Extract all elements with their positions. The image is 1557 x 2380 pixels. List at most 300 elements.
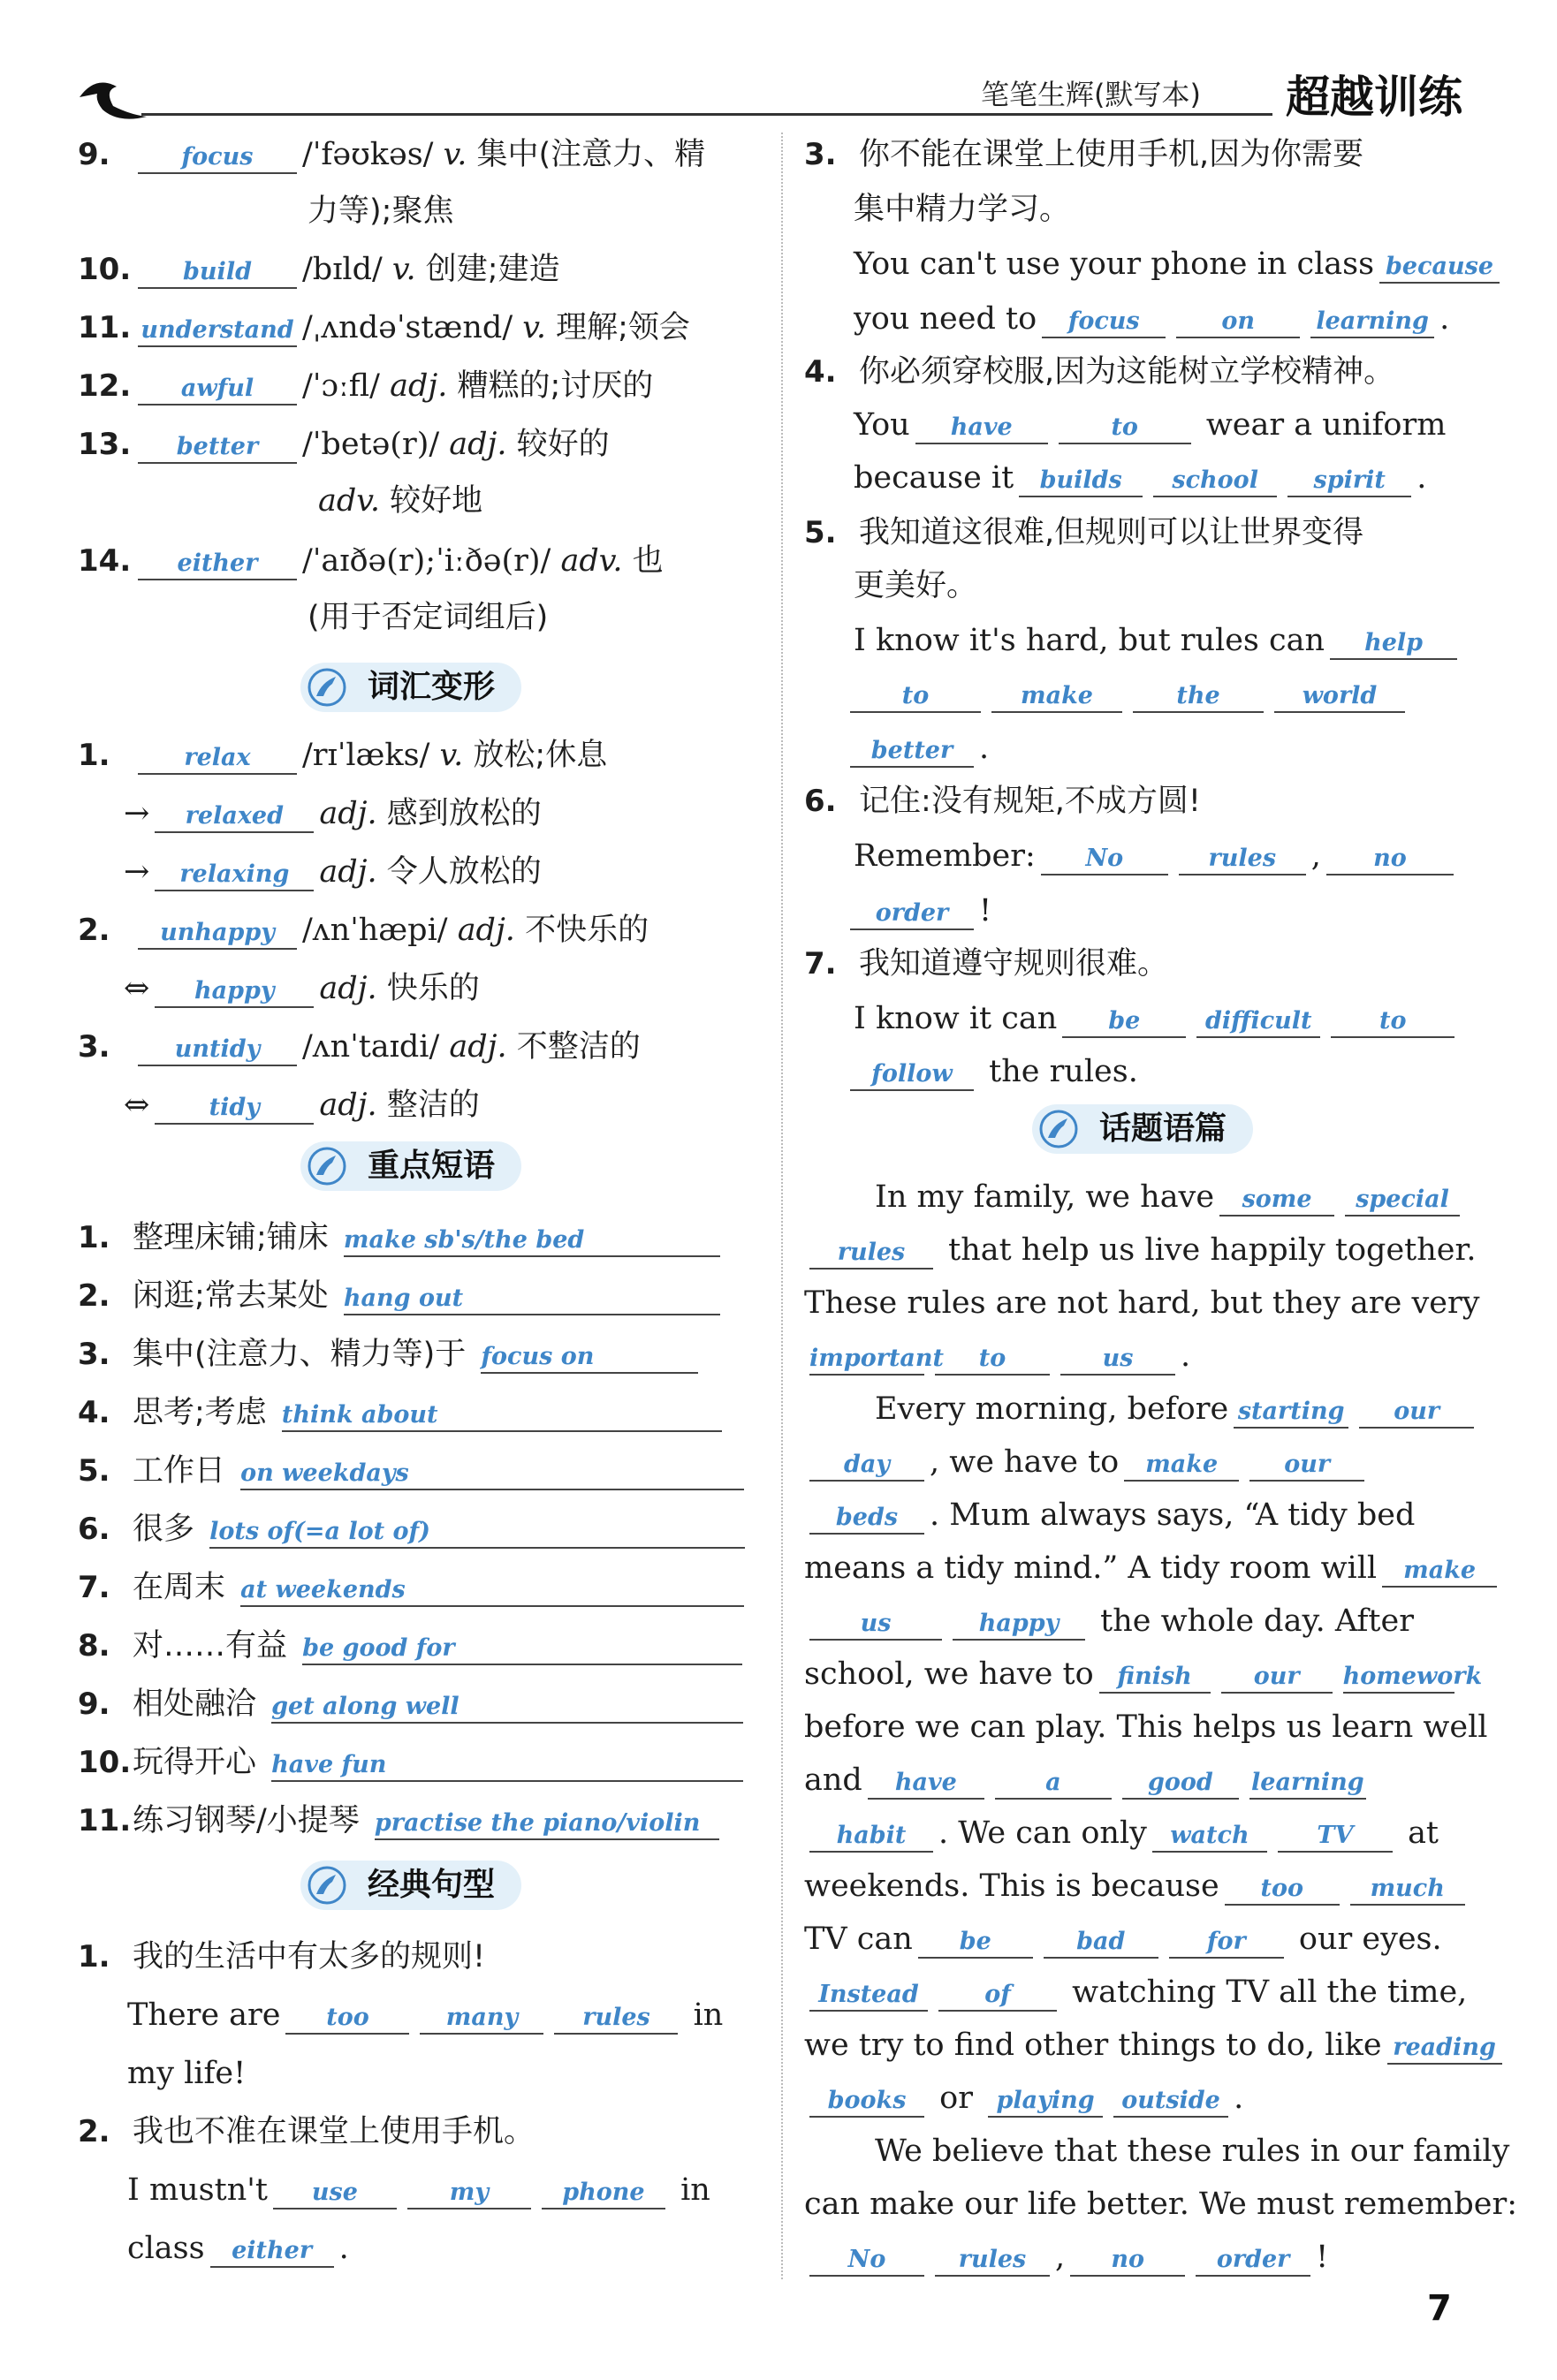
item-number: 14. xyxy=(78,543,132,579)
answer-blank[interactable] xyxy=(809,1603,942,1641)
text-run: 整洁的 xyxy=(386,1088,480,1123)
answer-blank[interactable] xyxy=(1249,1762,1366,1800)
answer-blank[interactable] xyxy=(1044,1921,1158,1959)
item-number: 1. xyxy=(78,738,110,773)
answer-blank[interactable] xyxy=(1099,1656,1211,1694)
text-line xyxy=(308,595,548,640)
answer-blank[interactable] xyxy=(240,1570,744,1607)
item-number: 7. xyxy=(78,1570,110,1605)
answer-blank[interactable] xyxy=(868,1762,984,1800)
text-run: I know it's hard, but rules can xyxy=(854,623,1325,658)
text-run: 快乐的 xyxy=(386,971,480,1006)
text-run: ! xyxy=(979,893,992,929)
text-run: 我也不准在课堂上使用手机。 xyxy=(133,2114,535,2149)
text-run: ⇔ xyxy=(124,1088,150,1123)
text-line xyxy=(124,966,480,1011)
answer-blank[interactable] xyxy=(1274,676,1405,713)
answer-blank[interactable] xyxy=(155,854,314,891)
text-run: 对……有益 xyxy=(133,1628,298,1664)
section-title-text: 经典句型 xyxy=(368,1867,496,1903)
answer-blank[interactable] xyxy=(1122,1762,1239,1800)
text-run: v. xyxy=(391,252,426,287)
answer-blank[interactable] xyxy=(138,543,297,580)
answer-text: phone xyxy=(562,2179,645,2206)
answer-text: us xyxy=(860,1610,892,1637)
answer-blank[interactable] xyxy=(1326,838,1454,875)
column-divider xyxy=(781,133,783,2279)
text-run: /ˌʌndəˈstænd/ xyxy=(302,310,523,345)
text-run: → xyxy=(124,796,150,831)
answer-blank[interactable] xyxy=(1124,1444,1239,1482)
text-line xyxy=(124,850,542,894)
answer-text: good xyxy=(1147,1769,1213,1796)
answer-text: bad xyxy=(1076,1928,1126,1955)
text-line xyxy=(78,1565,749,1610)
section-title xyxy=(300,1861,521,1910)
text-run: , xyxy=(1055,2240,1066,2275)
text-run: . xyxy=(338,2231,349,2266)
answer-text: better xyxy=(870,737,953,764)
text-line xyxy=(854,297,1449,341)
text-line xyxy=(78,1274,725,1318)
text-line xyxy=(804,942,1168,986)
answer-blank[interactable] xyxy=(809,1974,928,2012)
answer-text: at weekends xyxy=(240,1576,406,1603)
text-run: 集中(注意力、精 xyxy=(476,137,706,172)
answer-text: of xyxy=(984,1981,1011,2008)
answer-text: Instead xyxy=(818,1981,919,2008)
answer-text: either xyxy=(232,2237,313,2264)
answer-blank[interactable] xyxy=(1176,301,1300,338)
item-number: 13. xyxy=(78,427,132,462)
answer-blank[interactable] xyxy=(1153,460,1277,497)
text-run: I know it can xyxy=(854,1001,1058,1036)
text-run: adj. xyxy=(319,796,387,831)
answer-blank[interactable] xyxy=(344,1220,720,1257)
answer-blank[interactable] xyxy=(481,1337,698,1374)
answer-blank[interactable] xyxy=(809,1815,933,1853)
answer-blank[interactable] xyxy=(1382,1550,1497,1588)
answer-blank[interactable] xyxy=(915,407,1048,444)
answer-text: starting xyxy=(1237,1398,1345,1425)
text-run: v. xyxy=(522,310,557,345)
answer-blank[interactable] xyxy=(285,1997,409,2035)
answer-text: think about xyxy=(281,1401,438,1429)
answer-text: focus xyxy=(1067,307,1140,335)
answer-text: spirit xyxy=(1313,466,1386,494)
answer-blank[interactable] xyxy=(209,1512,745,1549)
answer-blank[interactable] xyxy=(1350,1868,1465,1906)
item-number: 6. xyxy=(804,784,837,819)
answer-blank[interactable] xyxy=(1060,1338,1175,1376)
answer-text: have xyxy=(894,1769,957,1796)
answer-blank[interactable] xyxy=(1331,1001,1454,1038)
answer-blank[interactable] xyxy=(155,1088,314,1125)
text-run: . xyxy=(1181,1338,1191,1374)
text-run: 放松;休息 xyxy=(473,738,608,773)
text-run: 记住:没有规矩,不成方圆! xyxy=(859,784,1201,819)
answer-blank[interactable] xyxy=(138,252,297,289)
text-run: 你必须穿校服,因为这能树立学校精神。 xyxy=(859,354,1395,390)
text-line xyxy=(127,2051,246,2096)
text-run: 力等);聚焦 xyxy=(308,193,454,229)
text-run: means a tidy mind.” A tidy room will xyxy=(804,1550,1378,1586)
answer-text: hang out xyxy=(343,1285,464,1312)
answer-blank[interactable] xyxy=(1070,2240,1185,2277)
answer-blank[interactable] xyxy=(273,2172,397,2209)
answer-blank[interactable] xyxy=(953,1603,1085,1641)
text-line xyxy=(78,133,705,177)
text-run: v. xyxy=(439,738,474,773)
text-run: In my family, we have xyxy=(875,1179,1215,1215)
text-run: before we can play. This helps us learn well xyxy=(804,1709,1488,1745)
text-run: 不快乐的 xyxy=(525,913,649,948)
answer-text: our xyxy=(1253,1663,1300,1690)
answer-blank[interactable] xyxy=(995,1762,1112,1800)
text-run: 糟糕的;讨厌的 xyxy=(457,368,654,404)
answer-blank[interactable] xyxy=(1345,1179,1460,1217)
answer-blank[interactable] xyxy=(1221,1656,1333,1694)
text-run: , we have to xyxy=(930,1444,1120,1480)
answer-text: unhappy xyxy=(160,919,275,946)
text-run: adv. xyxy=(560,543,633,579)
item-number: 6. xyxy=(78,1512,110,1547)
answer-text: happy xyxy=(978,1610,1060,1637)
answer-text: much xyxy=(1370,1875,1445,1902)
text-line xyxy=(78,1332,703,1376)
answer-text: rules xyxy=(837,1239,906,1266)
text-run: class xyxy=(127,2231,205,2266)
text-line xyxy=(78,2110,535,2154)
answer-text: rules xyxy=(1208,845,1277,872)
header-subtitle: 笔笔生辉(默写本) xyxy=(981,78,1201,111)
answer-blank[interactable] xyxy=(344,1278,720,1315)
text-line xyxy=(804,511,1363,555)
answer-blank[interactable] xyxy=(375,1803,719,1840)
text-run: 更美好。 xyxy=(854,568,978,603)
answer-blank[interactable] xyxy=(1196,2240,1310,2277)
answer-text: focus xyxy=(181,143,254,171)
text-run: 创建;建造 xyxy=(425,252,560,287)
text-line xyxy=(875,2129,1509,2173)
answer-blank[interactable] xyxy=(1179,838,1306,875)
text-run: v. xyxy=(443,137,477,172)
text-run: , xyxy=(1310,838,1321,874)
text-line xyxy=(78,1507,750,1551)
text-run: because it xyxy=(854,460,1014,496)
text-run: /ˈɔːfl/ xyxy=(302,368,391,404)
answer-text: order xyxy=(875,899,949,927)
answer-blank[interactable] xyxy=(138,913,297,950)
text-line xyxy=(854,403,1446,447)
text-run: our eyes. xyxy=(1288,1921,1442,1957)
answer-blank[interactable] xyxy=(1330,623,1457,660)
answer-text: TV xyxy=(1317,1822,1354,1849)
answer-text: have fun xyxy=(271,1751,387,1778)
answer-blank[interactable] xyxy=(138,368,297,406)
answer-blank[interactable] xyxy=(138,427,297,464)
text-line xyxy=(804,1281,1479,1325)
text-run: the whole day. After xyxy=(1090,1603,1414,1639)
text-line xyxy=(854,618,1462,663)
text-run: 令人放松的 xyxy=(386,854,542,890)
answer-text: learning xyxy=(1251,1769,1364,1796)
answer-text: be xyxy=(1108,1007,1141,1035)
text-run: adj. xyxy=(449,1029,517,1065)
answer-text: happy xyxy=(194,977,275,1004)
answer-text: help xyxy=(1364,629,1424,656)
answer-text: better xyxy=(176,433,259,460)
answer-text: be good for xyxy=(302,1634,455,1662)
answer-text: for xyxy=(1206,1928,1246,1955)
answer-blank[interactable] xyxy=(1133,676,1264,713)
text-line xyxy=(804,1705,1487,1749)
item-number: 3. xyxy=(78,1337,110,1372)
answer-blank[interactable] xyxy=(850,731,974,768)
text-run: that help us live happily together. xyxy=(938,1232,1477,1268)
header-rule xyxy=(141,113,1272,116)
answer-blank[interactable] xyxy=(850,1054,974,1091)
answer-text: lots of(=a lot of) xyxy=(209,1518,430,1545)
text-run: weekends. This is because xyxy=(804,1868,1219,1904)
section-title-text: 话题语篇 xyxy=(1099,1110,1227,1147)
answer-text: focus on xyxy=(481,1343,595,1370)
item-number: 11. xyxy=(78,1803,132,1838)
answer-blank[interactable] xyxy=(809,2081,924,2118)
text-run: adj. xyxy=(319,854,387,890)
answer-blank[interactable] xyxy=(1249,1444,1364,1482)
answer-blank[interactable] xyxy=(155,796,314,833)
answer-blank[interactable] xyxy=(271,1745,743,1782)
text-run: 我知道遵守规则很难。 xyxy=(859,946,1169,982)
text-run: 集中(注意力、精力等)于 xyxy=(133,1337,476,1372)
text-run: school, we have to xyxy=(804,1656,1094,1692)
text-line xyxy=(804,779,1201,823)
answer-text: some xyxy=(1242,1186,1312,1213)
answer-blank[interactable] xyxy=(1196,1001,1320,1038)
answer-blank[interactable] xyxy=(918,1921,1033,1959)
answer-blank[interactable] xyxy=(271,1686,743,1724)
item-number: 2. xyxy=(78,2114,110,2149)
answer-text: finish xyxy=(1117,1663,1192,1690)
text-line xyxy=(78,1799,725,1843)
answer-blank[interactable] xyxy=(1113,2081,1228,2118)
answer-blank[interactable] xyxy=(809,2240,924,2277)
text-run: watching TV all the time, xyxy=(1062,1974,1468,2010)
text-run: can make our life better. We must remember: xyxy=(804,2187,1517,2222)
answer-text: homework xyxy=(1342,1663,1483,1690)
answer-text: on weekdays xyxy=(240,1459,409,1487)
answer-blank[interactable] xyxy=(1342,1656,1483,1694)
answer-blank[interactable] xyxy=(1359,1391,1474,1429)
answer-blank[interactable] xyxy=(302,1628,742,1665)
page-header xyxy=(0,0,1557,141)
answer-text: books xyxy=(827,2087,907,2114)
text-run: . Mum always says, “A tidy bed xyxy=(930,1497,1416,1533)
text-run: 相处融洽 xyxy=(133,1686,267,1722)
text-run: 理解;领会 xyxy=(556,310,690,345)
arrow-badge-icon xyxy=(1037,1108,1080,1150)
answer-blank[interactable] xyxy=(1387,2028,1502,2065)
text-line xyxy=(804,1493,1415,1537)
answer-text: our xyxy=(1284,1451,1331,1478)
answer-blank[interactable] xyxy=(988,2081,1103,2118)
answer-text: important xyxy=(809,1345,945,1372)
text-run: You xyxy=(854,407,910,443)
item-number: 10. xyxy=(78,1745,132,1780)
answer-blank[interactable] xyxy=(935,1338,1050,1376)
answer-text: too xyxy=(326,2004,369,2031)
answer-blank[interactable] xyxy=(138,738,297,775)
answer-text: have xyxy=(950,413,1013,441)
answer-blank[interactable] xyxy=(1225,1868,1340,1906)
answer-blank[interactable] xyxy=(554,1997,678,2035)
answer-blank[interactable] xyxy=(1059,407,1191,444)
text-run: 工作日 xyxy=(133,1453,236,1489)
answer-blank[interactable] xyxy=(809,1444,924,1482)
text-run: /ˈaɪðə(r);ˈiːðə(r)/ xyxy=(302,543,561,579)
text-run: and xyxy=(804,1762,862,1798)
answer-blank[interactable] xyxy=(240,1453,744,1490)
text-line xyxy=(875,1175,1465,1219)
answer-text: understand xyxy=(141,316,294,344)
answer-blank[interactable] xyxy=(1234,1391,1348,1429)
answer-text: many xyxy=(445,2004,519,2031)
answer-text: because xyxy=(1386,253,1494,280)
answer-text: No xyxy=(1085,845,1124,872)
text-run: 闲逛;常去某处 xyxy=(133,1278,338,1314)
text-run: wear a uniform xyxy=(1196,407,1447,443)
answer-text: beds xyxy=(835,1504,899,1531)
answer-blank[interactable] xyxy=(407,2172,531,2209)
item-number: 10. xyxy=(78,252,132,287)
answer-blank[interactable] xyxy=(420,1997,543,2035)
text-line xyxy=(804,2182,1517,2226)
answer-blank[interactable] xyxy=(1219,1179,1334,1217)
text-run: 在周末 xyxy=(133,1570,236,1605)
page-number: 7 xyxy=(1427,2288,1452,2329)
text-run: /rɪˈlæks/ xyxy=(302,738,440,773)
answer-blank[interactable] xyxy=(991,676,1122,713)
answer-text: on xyxy=(1221,307,1255,335)
answer-text: follow xyxy=(871,1060,953,1088)
answer-blank[interactable] xyxy=(542,2172,665,2209)
text-run: . We can only xyxy=(938,1815,1147,1851)
item-number: 9. xyxy=(78,137,110,172)
text-line xyxy=(804,2076,1243,2120)
answer-text: no xyxy=(1373,845,1407,872)
answer-text: rules xyxy=(582,2004,650,2031)
text-line xyxy=(854,997,1460,1041)
answer-blank[interactable] xyxy=(1062,1001,1186,1038)
text-run: /ˈbetə(r)/ xyxy=(302,427,450,462)
answer-text: reading xyxy=(1393,2034,1496,2061)
answer-blank[interactable] xyxy=(1379,246,1500,284)
text-line xyxy=(804,1758,1371,1802)
text-run: We believe that these rules in our family xyxy=(875,2134,1510,2169)
text-line xyxy=(124,1083,480,1127)
answer-blank[interactable] xyxy=(1310,301,1434,338)
text-line xyxy=(78,1391,727,1435)
text-run: 集中精力学习。 xyxy=(854,192,1071,227)
answer-text: habit xyxy=(836,1822,907,1849)
answer-blank[interactable] xyxy=(155,971,314,1008)
item-number: 12. xyxy=(78,368,132,404)
text-run: /ˈfəʊkəs/ xyxy=(302,137,444,172)
answer-blank[interactable] xyxy=(850,676,981,713)
answer-text: untidy xyxy=(174,1035,261,1063)
text-line xyxy=(78,306,690,350)
answer-text: practise the piano/violin xyxy=(374,1809,701,1837)
answer-blank[interactable] xyxy=(938,1974,1057,2012)
text-line xyxy=(78,1025,641,1069)
text-run: adv. xyxy=(318,483,391,519)
answer-text: builds xyxy=(1039,466,1122,494)
answer-blank[interactable] xyxy=(809,1232,933,1270)
answer-blank[interactable] xyxy=(1042,301,1166,338)
item-number: 9. xyxy=(78,1686,110,1722)
text-line xyxy=(78,1216,725,1260)
text-run: adj. xyxy=(457,913,526,948)
answer-text: make sb's/the bed xyxy=(343,1226,585,1254)
item-number: 4. xyxy=(78,1395,110,1430)
answer-blank[interactable] xyxy=(1287,460,1411,497)
answer-text: our xyxy=(1394,1398,1440,1425)
text-line xyxy=(78,1449,749,1493)
text-line xyxy=(127,2226,349,2270)
answer-blank[interactable] xyxy=(210,2231,334,2268)
answer-text: learning xyxy=(1316,307,1429,335)
answer-blank[interactable] xyxy=(1019,460,1143,497)
answer-text: a xyxy=(1045,1769,1061,1796)
item-number: 8. xyxy=(78,1628,110,1664)
text-run: 很多 xyxy=(133,1512,205,1547)
answer-blank[interactable] xyxy=(935,2240,1050,2277)
item-number: 5. xyxy=(78,1453,110,1489)
answer-blank[interactable] xyxy=(1169,1921,1284,1959)
item-number: 2. xyxy=(78,1278,110,1314)
text-line xyxy=(845,1050,1138,1094)
answer-text: world xyxy=(1302,682,1378,709)
answer-blank[interactable] xyxy=(809,1338,945,1376)
answer-blank[interactable] xyxy=(809,1497,924,1535)
answer-blank[interactable] xyxy=(1041,838,1168,875)
answer-blank[interactable] xyxy=(850,893,974,930)
text-line xyxy=(804,350,1394,394)
answer-blank[interactable] xyxy=(1152,1815,1267,1853)
answer-text: make xyxy=(1021,682,1093,709)
item-number: 1. xyxy=(78,1220,110,1255)
item-number: 7. xyxy=(804,946,837,982)
arrow-badge-icon xyxy=(306,666,348,709)
answer-blank[interactable] xyxy=(282,1395,722,1432)
answer-blank[interactable] xyxy=(1278,1815,1393,1853)
answer-text: relax xyxy=(184,744,251,771)
text-line xyxy=(804,1864,1470,1908)
arrow-badge-icon xyxy=(306,1864,348,1906)
text-run: adj. xyxy=(319,971,387,1006)
answer-blank[interactable] xyxy=(138,1029,297,1066)
answer-blank[interactable] xyxy=(138,137,297,174)
text-line xyxy=(78,422,610,466)
text-line xyxy=(854,564,977,608)
section-title xyxy=(1032,1104,1253,1154)
text-run: 我的生活中有太多的规则! xyxy=(133,1939,486,1974)
text-run: my life! xyxy=(127,2056,247,2091)
text-line xyxy=(854,456,1426,500)
answer-text: No xyxy=(847,2246,886,2273)
answer-blank[interactable] xyxy=(138,310,297,347)
